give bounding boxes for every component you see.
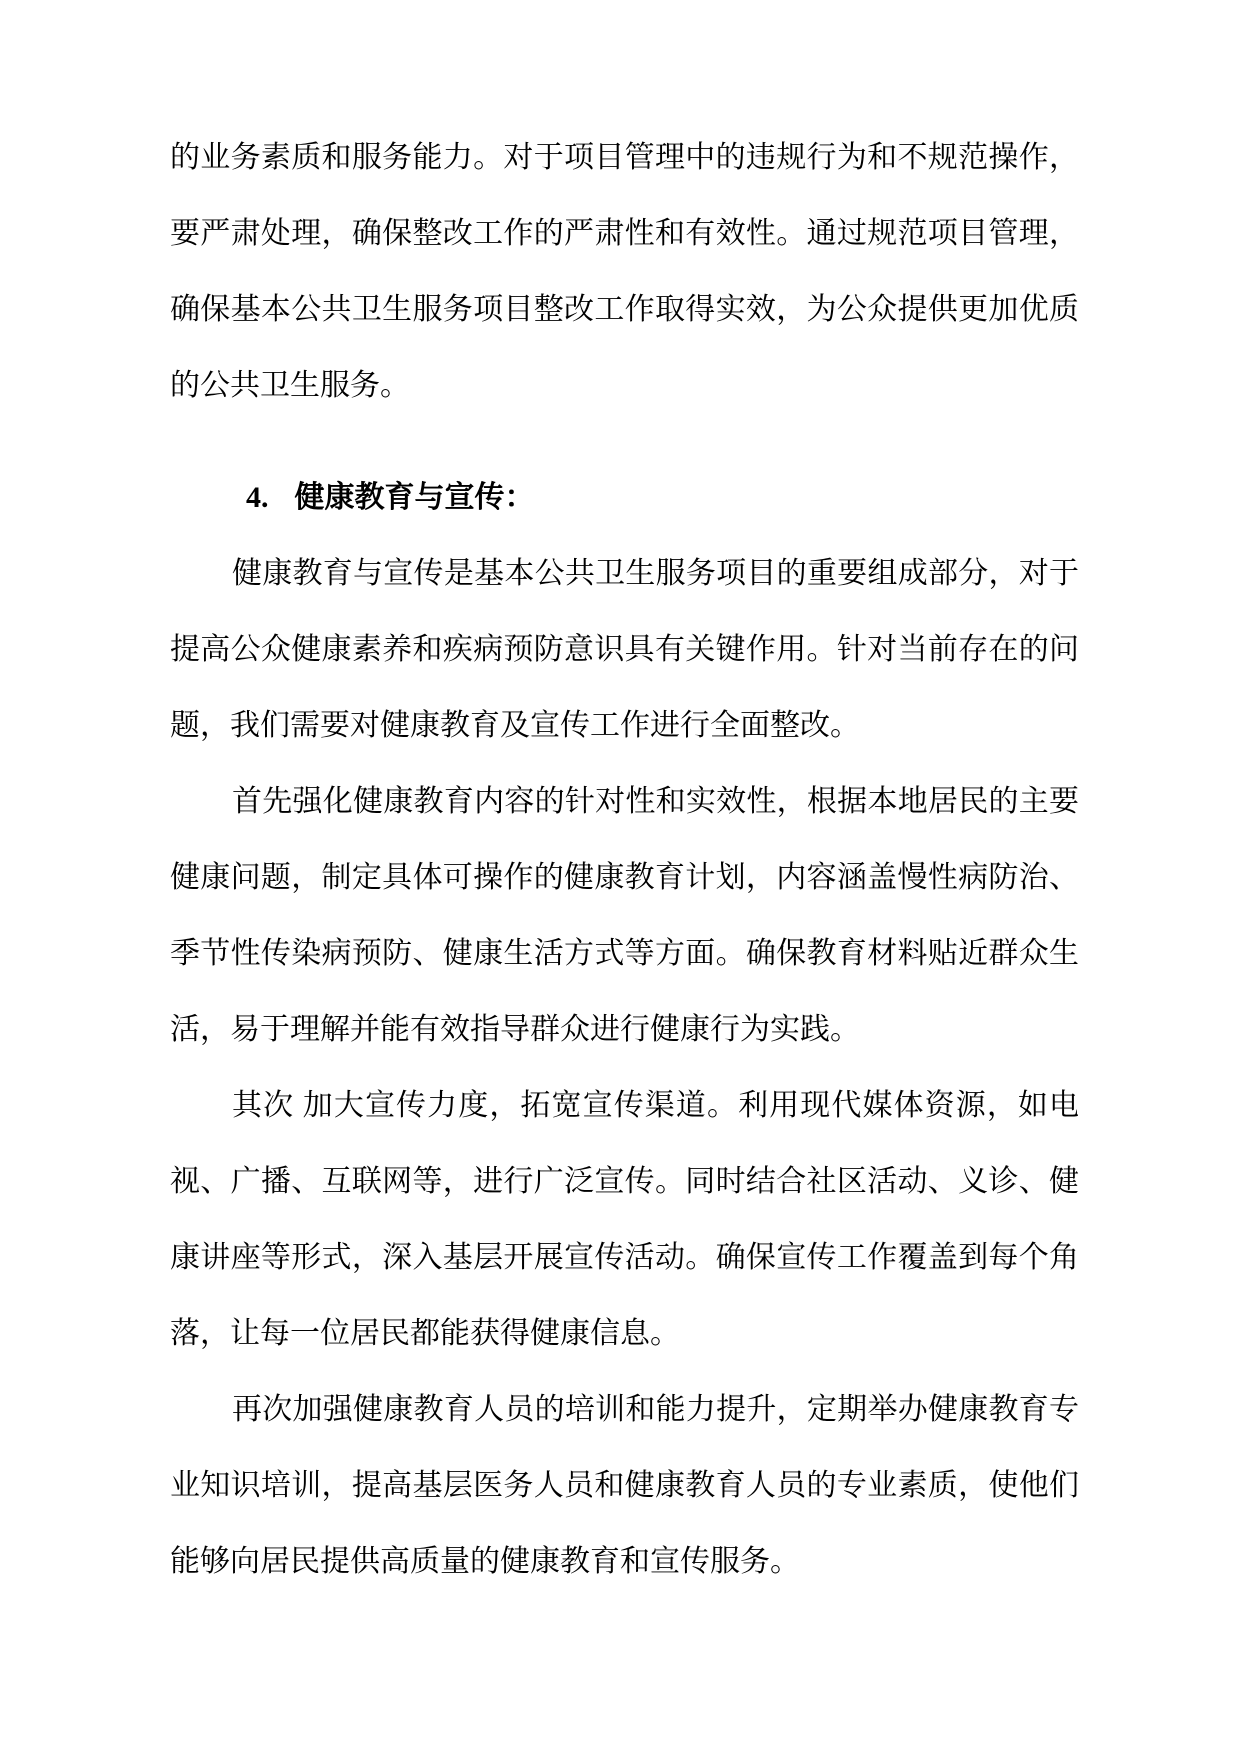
text-line: 落，让每一位居民都能获得健康信息。 [170, 1317, 680, 1350]
heading-number: 4. [246, 481, 269, 514]
text-line: 的业务素质和服务能力。对于项目管理中的违规行为和不规范操作， [170, 141, 1079, 174]
text-line: 其次 加大宣传力度，拓宽宣传渠道。利用现代媒体资源，如电 [232, 1089, 1079, 1122]
text-line: 活，易于理解并能有效指导群众进行健康行为实践。 [170, 1013, 860, 1046]
text-line: 能够向居民提供高质量的健康教育和宣传服务。 [170, 1545, 800, 1578]
text-line: 首先强化健康教育内容的针对性和实效性，根据本地居民的主要 [232, 785, 1079, 818]
text-line: 再次加强健康教育人员的培训和能力提升，定期举办健康教育专 [232, 1393, 1079, 1426]
paragraph [170, 536, 1079, 764]
heading-title: 健康教育与宣传： [294, 481, 535, 514]
text-line: 提高公众健康素养和疾病预防意识具有关键作用。针对当前存在的问 [170, 633, 1079, 666]
paragraph [170, 1372, 1079, 1600]
text-line: 季节性传染病预防、健康生活方式等方面。确保教育材料贴近群众生 [170, 937, 1079, 970]
text-line: 业知识培训，提高基层医务人员和健康教育人员的专业素质，使他们 [170, 1469, 1079, 1502]
paragraph [170, 120, 1079, 424]
text-line: 确保基本公共卫生服务项目整改工作取得实效，为公众提供更加优质 [170, 293, 1079, 326]
text-line: 视、广播、互联网等，进行广泛宣传。同时结合社区活动、义诊、健 [170, 1165, 1079, 1198]
text-line: 健康教育与宣传是基本公共卫生服务项目的重要组成部分，对于 [232, 557, 1079, 590]
paragraph [170, 764, 1079, 1068]
section-heading [170, 460, 1079, 536]
paragraph [170, 1068, 1079, 1372]
text-line: 要严肃处理，确保整改工作的严肃性和有效性。通过规范项目管理， [170, 217, 1079, 250]
text-line: 题，我们需要对健康教育及宣传工作进行全面整改。 [170, 709, 860, 742]
text-line: 健康问题，制定具体可操作的健康教育计划，内容涵盖慢性病防治、 [170, 861, 1079, 894]
text-line: 的公共卫生服务。 [170, 369, 410, 402]
text-line: 康讲座等形式，深入基层开展宣传活动。确保宣传工作覆盖到每个角 [170, 1241, 1079, 1274]
